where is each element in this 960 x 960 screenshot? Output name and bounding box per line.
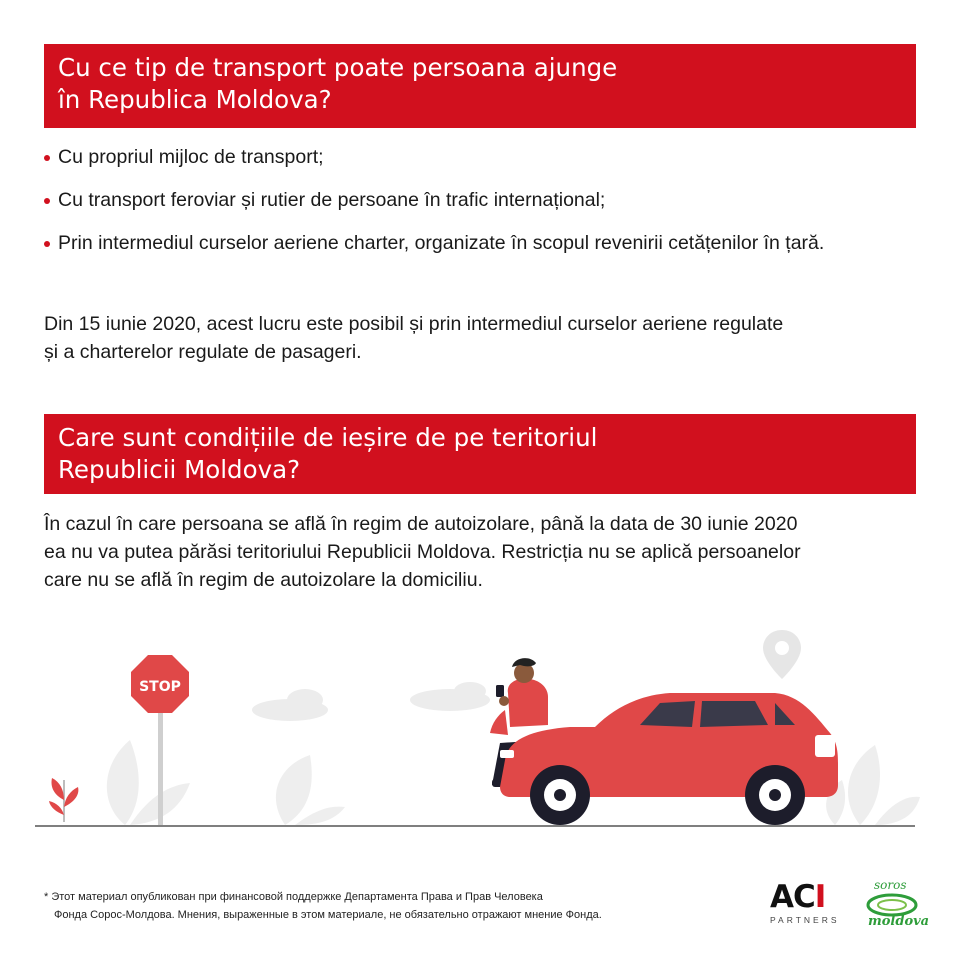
section1-title-banner	[44, 44, 916, 128]
aci-logo-letters: ACI	[770, 879, 826, 915]
aci-partners-logo	[770, 880, 842, 930]
section1-title-line1: Cu ce tip de transport poate persoana ajunge	[58, 53, 618, 82]
list-item: Prin intermediul curselor aeriene charter, organizate în scopul revenirii cetățenilor în țară.	[44, 230, 924, 257]
car-icon	[500, 693, 838, 825]
plant-icon	[49, 778, 78, 822]
section2-title-line1: Care sunt condițiile de ieșire de pe teritoriul	[58, 423, 598, 452]
section1-note	[44, 310, 924, 366]
section1-note-line1: Din 15 iunie 2020, acest lucru este posibil și prin intermediul curselor aeriene regulate	[44, 313, 784, 335]
section1-title-line2: în Republica Moldova?	[58, 85, 332, 114]
soros-logo-bottom: moldova	[868, 914, 930, 929]
disclaimer-line1: * Этот материал опубликован при финансовой поддержке Департамента Права и Прав Человека	[44, 891, 543, 903]
disclaimer-line2: Фонда Сорос-Молдова. Мнения, выраженные в этом материале, не обязательно отражают мнение Фонда.	[54, 909, 602, 921]
section2-body-line2: ea nu va putea părăsi teritoriului Republicii Moldova. Restricția nu se aplică persoanelor	[44, 541, 801, 563]
soros-logo-top: soros	[874, 878, 907, 892]
section2-body-line3: care nu se află în regim de autoizolare la domiciliu.	[44, 569, 483, 591]
list-item: Cu transport feroviar și rutier de persoane în trafic internațional;	[44, 187, 924, 214]
section2-body	[44, 510, 924, 594]
section2-title-banner	[44, 414, 916, 494]
aci-logo-subtitle: PARTNERS	[770, 915, 840, 925]
car-stop-illustration	[30, 615, 930, 840]
map-pin-icon	[763, 630, 801, 679]
aci-logo-text	[770, 880, 842, 914]
section1-note-line2: și a charterelor regulate de pasageri.	[44, 341, 362, 363]
stop-sign-text: STOP	[139, 679, 181, 695]
section2-body-line1: În cazul în care persoana se află în regim de autoizolare, până la data de 30 iunie 2020	[44, 513, 798, 535]
cloud-icon	[252, 682, 490, 721]
transport-options-list	[44, 144, 924, 273]
section2-title-line2: Republicii Moldova?	[58, 455, 301, 484]
footer-disclaimer	[44, 888, 602, 924]
list-item: Cu propriul mijloc de transport;	[44, 144, 924, 171]
soros-moldova-logo	[858, 878, 928, 934]
